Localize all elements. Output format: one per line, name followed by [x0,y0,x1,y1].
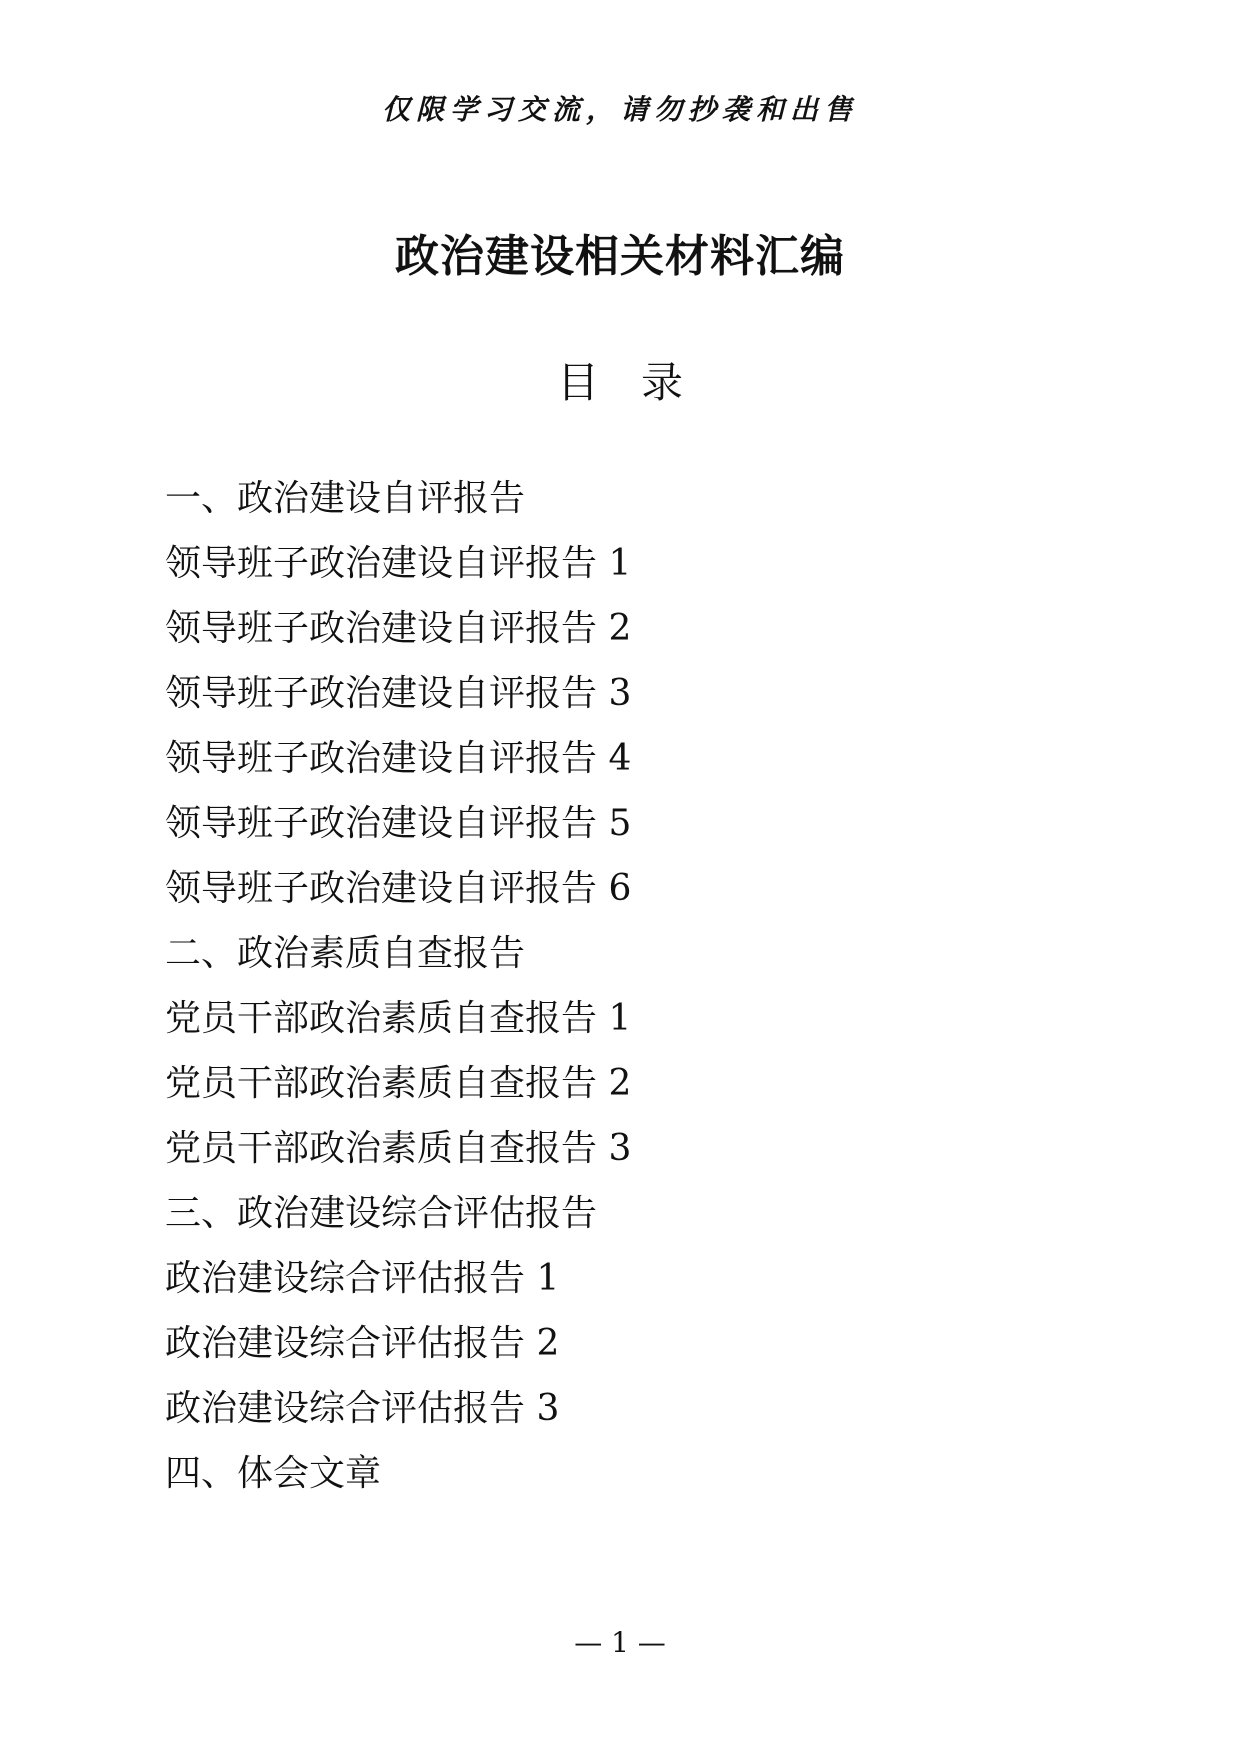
header-note: 仅限学习交流，请勿抄袭和出售 [381,93,858,126]
toc-section-4[interactable]: 四、体会文章 [165,1453,382,1494]
toc-entry[interactable]: 领导班子政治建设自评报告 3 [165,673,632,714]
toc-entry[interactable]: 领导班子政治建设自评报告 5 [165,803,632,844]
toc-section-1[interactable]: 一、政治建设自评报告 [165,478,526,519]
toc-entry[interactable]: 党员干部政治素质自查报告 2 [165,1063,632,1104]
toc-entry[interactable]: 领导班子政治建设自评报告 6 [165,868,632,909]
toc-entry[interactable]: 党员干部政治素质自查报告 3 [165,1128,632,1169]
toc-entry[interactable]: 领导班子政治建设自评报告 1 [165,543,632,584]
document-title: 政治建设相关材料汇编 [395,231,845,282]
page-number: — 1 — [574,1626,666,1659]
toc-entry[interactable]: 领导班子政治建设自评报告 2 [165,608,632,649]
toc-section-3[interactable]: 三、政治建设综合评估报告 [165,1193,598,1234]
toc-entry[interactable]: 党员干部政治素质自查报告 1 [165,998,632,1039]
toc-entry[interactable]: 政治建设综合评估报告 1 [165,1258,560,1299]
toc-heading: 目 录 [556,358,683,407]
table-of-contents [165,466,631,1506]
toc-entry[interactable]: 领导班子政治建设自评报告 4 [165,738,632,779]
toc-entry[interactable]: 政治建设综合评估报告 3 [165,1388,560,1429]
toc-entry[interactable]: 政治建设综合评估报告 2 [165,1323,560,1364]
toc-section-2[interactable]: 二、政治素质自查报告 [165,933,526,974]
